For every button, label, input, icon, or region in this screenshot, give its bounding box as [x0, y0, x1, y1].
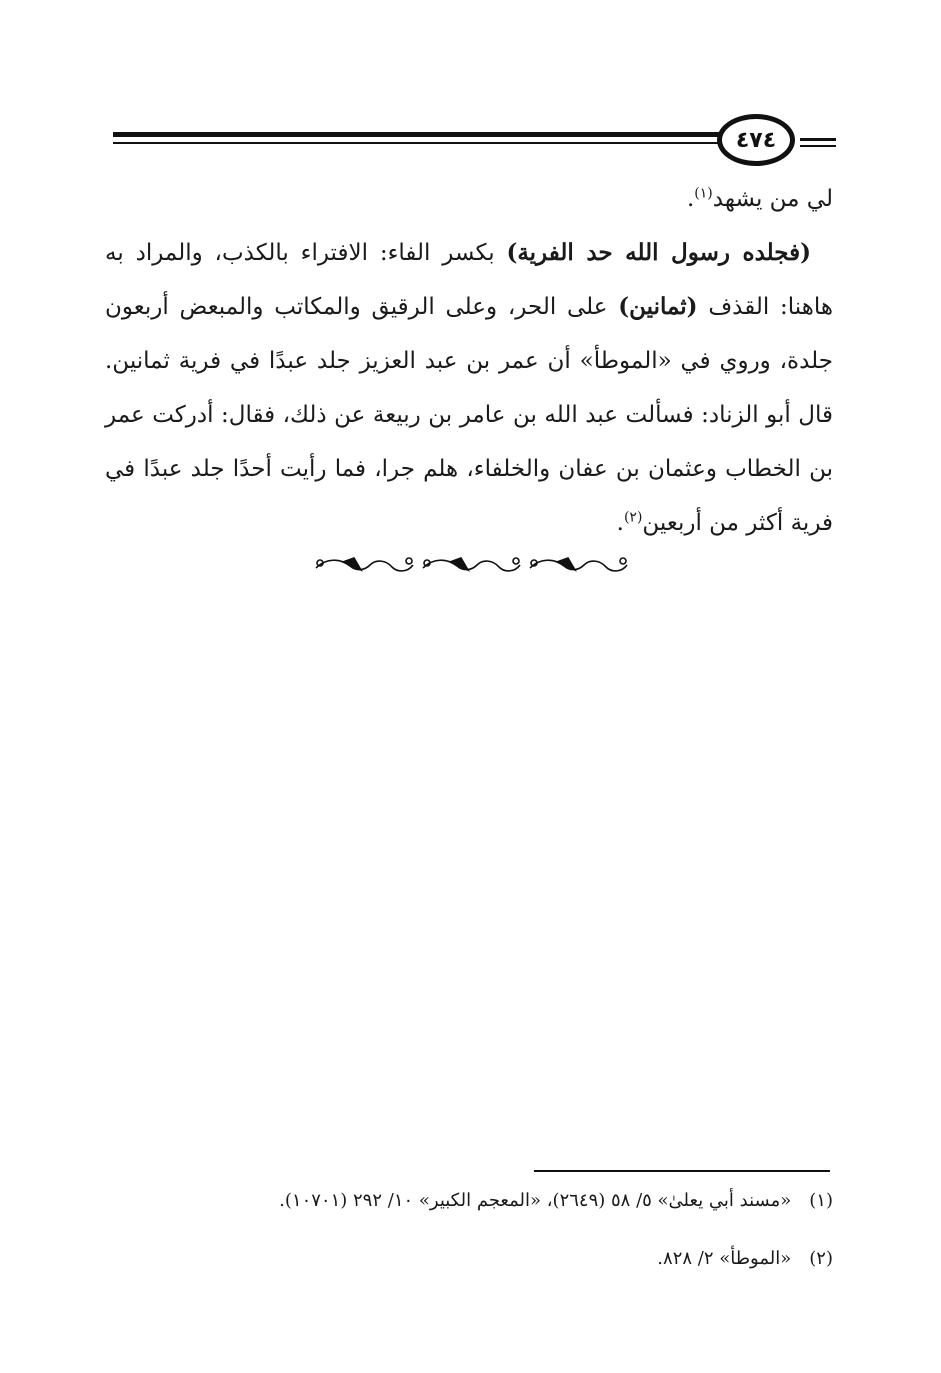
header-rule-thin [113, 142, 721, 144]
ornament-motif-right [530, 558, 627, 571]
section-divider-ornament [312, 548, 630, 578]
header-rule-thick [113, 132, 721, 137]
paragraph-1-tail: . [686, 186, 695, 212]
footnote-2-number: (٢) [809, 1248, 833, 1269]
footnotes [105, 1184, 833, 1300]
footnote-ref-2: (٢) [623, 509, 643, 526]
paragraph-1-text: لي من يشهد [712, 186, 833, 212]
footnote-1-text: «مسند أبي يعلىٰ» ٥/ ٥٨ (٢٦٤٩)، «المعجم الكبير» ١٠/ ٢٩٢ (١٠٧٠١). [279, 1190, 792, 1211]
ornament-motif-left [316, 558, 413, 571]
footnote-separator [534, 1170, 830, 1172]
footnote-1 [105, 1184, 833, 1242]
header-rule-right-thick [800, 138, 836, 141]
footnote-ref-1: (١) [694, 185, 713, 202]
paragraph-2-text-1: بكسر الفاء: الافتراء بالكذب، والمراد به هاهنا: القذف [105, 240, 833, 320]
header-rule-right-thin [800, 145, 836, 147]
main-text [105, 172, 833, 550]
paragraph-2-text-2: على الحر، وعلى الرقيق والمكاتب والمبعض أربعون جلدة، وروي في «الموطأ» أن عمر بن عبد العزيز جلد عبدًا في فرية ثمانين. قال أبو الزناد: فسألت عبد الله بن عامر بن ربيعة عن ذلك، فقال: أدركت عمر بن الخطاب وعثمان بن عفان والخلفاء، هلم جرا، فما رأيت أحدًا جلد عبدًا في فرية أكثر من أربعين [105, 294, 833, 536]
paragraph-2-tail: . [616, 510, 624, 536]
quoted-eighty: (ثمانين) [618, 293, 698, 320]
quoted-hadith-phrase: (فجلده رسول الله حد الفرية) [506, 239, 811, 266]
paragraph-1 [105, 172, 833, 226]
paragraph-2 [105, 226, 833, 550]
ornament-motif-middle [423, 558, 520, 571]
footnote-1-number: (١) [809, 1190, 833, 1211]
page-header [0, 0, 941, 190]
page-number-badge: ٤٧٤ [717, 114, 795, 166]
footnote-2-text: «الموطأ» ٢/ ٨٢٨. [657, 1248, 792, 1269]
footnote-2 [105, 1242, 833, 1300]
